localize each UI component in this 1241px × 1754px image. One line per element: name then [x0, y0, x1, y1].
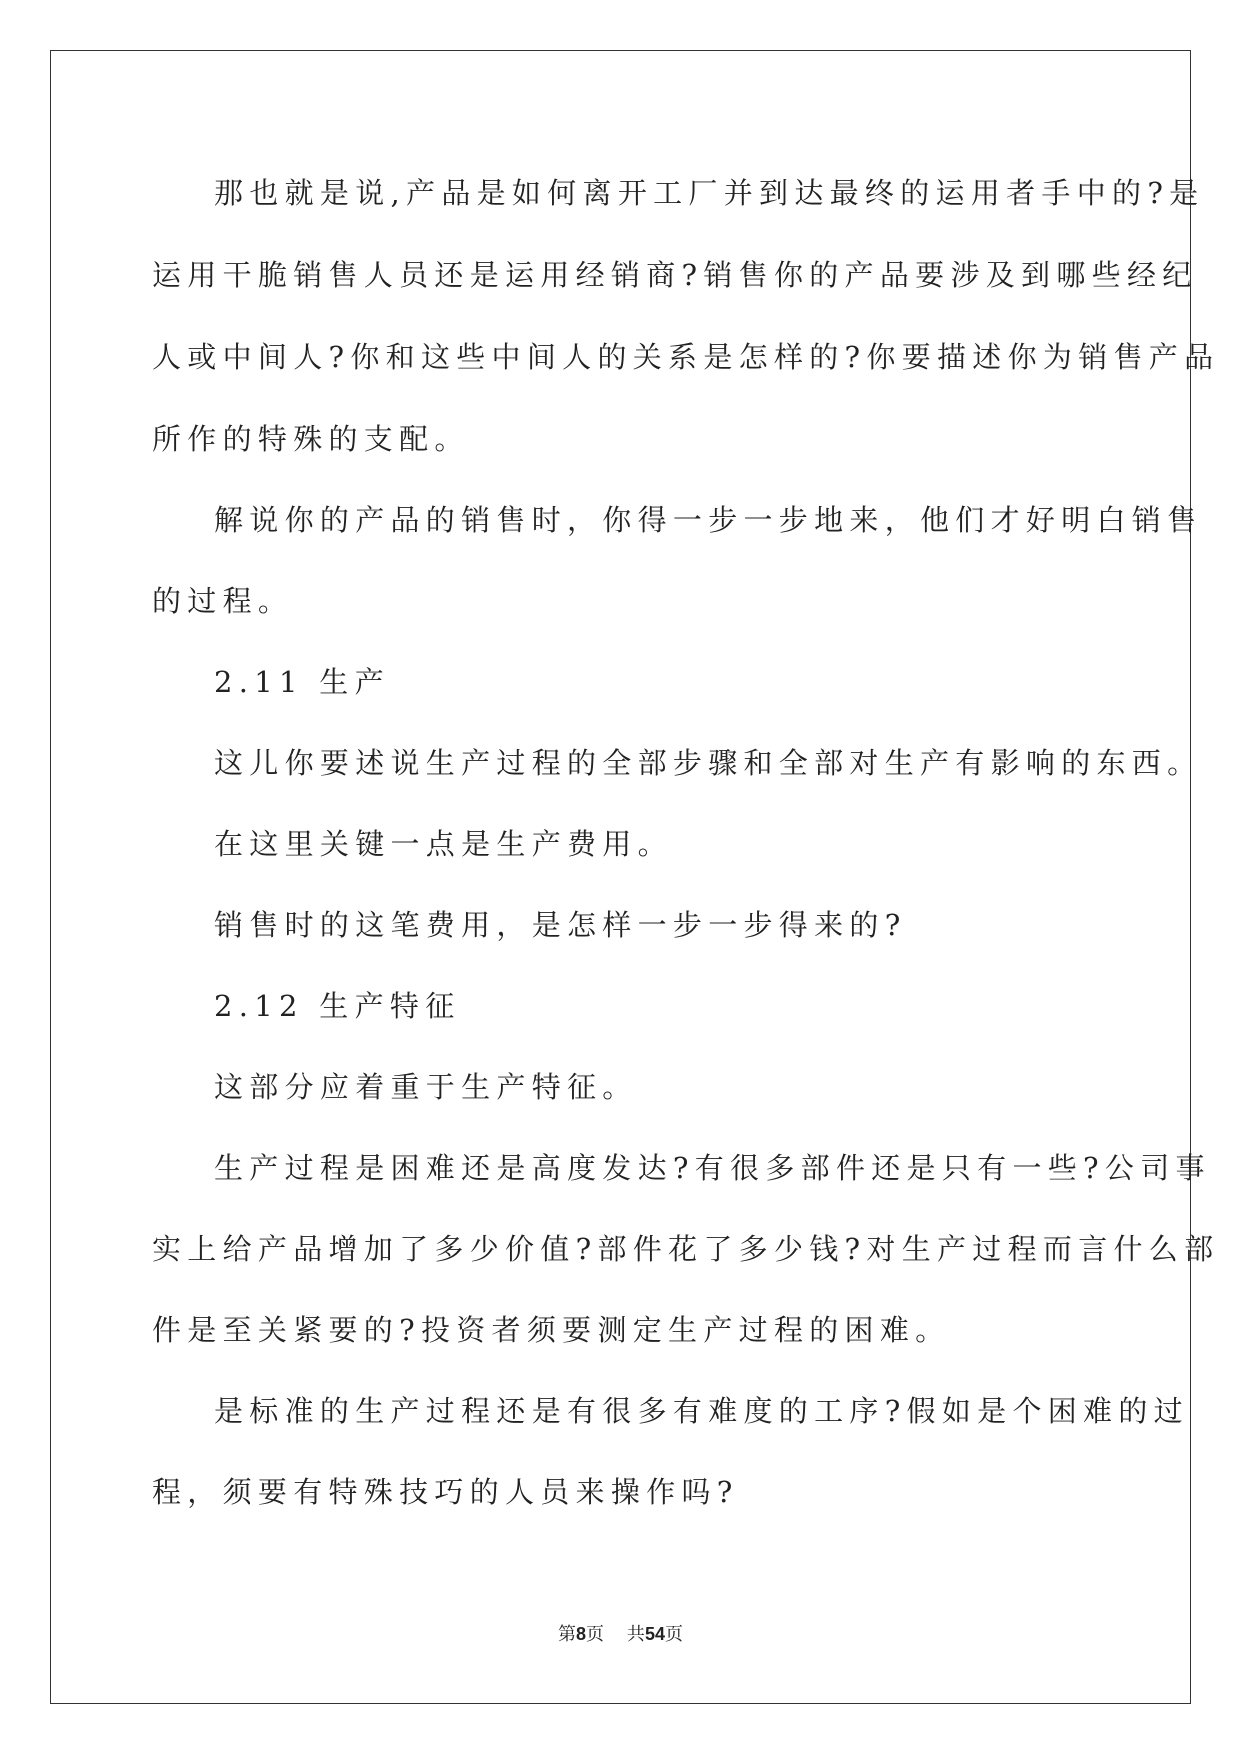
page-footer	[0, 1620, 1241, 1646]
paragraph-line: 的过程。	[152, 584, 294, 618]
paragraph-line: 生产过程是困难还是高度发达?有很多部件还是只有一些?公司事	[214, 1151, 1211, 1185]
paragraph-line: 这儿你要述说生产过程的全部步骤和全部对生产有影响的东西。	[214, 746, 1203, 780]
page-border	[50, 50, 1191, 1704]
footer-suffix: 页	[664, 1624, 683, 1645]
section-heading: 2.11 生产	[214, 665, 390, 699]
paragraph-line: 这部分应着重于生产特征。	[214, 1070, 638, 1104]
paragraph-line: 所作的特殊的支配。	[152, 422, 470, 456]
paragraph-line: 人或中间人?你和这些中间人的关系是怎样的?你要描述你为销售产品	[152, 340, 1220, 374]
paragraph-line: 销售时的这笔费用，是怎样一步一步得来的?	[214, 908, 907, 942]
footer-mid: 页 共	[586, 1624, 645, 1645]
section-heading: 2.12 生产特征	[214, 989, 461, 1023]
paragraph-line: 解说你的产品的销售时，你得一步一步地来，他们才好明白销售	[214, 503, 1203, 537]
paragraph-line: 运用干脆销售人员还是运用经销商?销售你的产品要涉及到哪些经纪	[152, 258, 1198, 292]
paragraph-line: 在这里关键一点是生产费用。	[214, 827, 673, 861]
paragraph-line: 程，须要有特殊技巧的人员来操作吗?	[152, 1475, 739, 1509]
paragraph-line: 是标准的生产过程还是有很多有难度的工序?假如是个困难的过	[214, 1394, 1189, 1428]
paragraph-line: 实上给产品增加了多少价值?部件花了多少钱?对生产过程而言什么部	[152, 1232, 1220, 1266]
total-pages-number: 54	[644, 1624, 665, 1644]
paragraph-line: 那也就是说,产品是如何离开工厂并到达最终的运用者手中的?是	[214, 176, 1205, 210]
paragraph-line: 件是至关紧要的?投资者须要测定生产过程的困难。	[152, 1313, 951, 1347]
current-page-number: 8	[576, 1624, 587, 1644]
footer-prefix: 第	[558, 1624, 577, 1645]
